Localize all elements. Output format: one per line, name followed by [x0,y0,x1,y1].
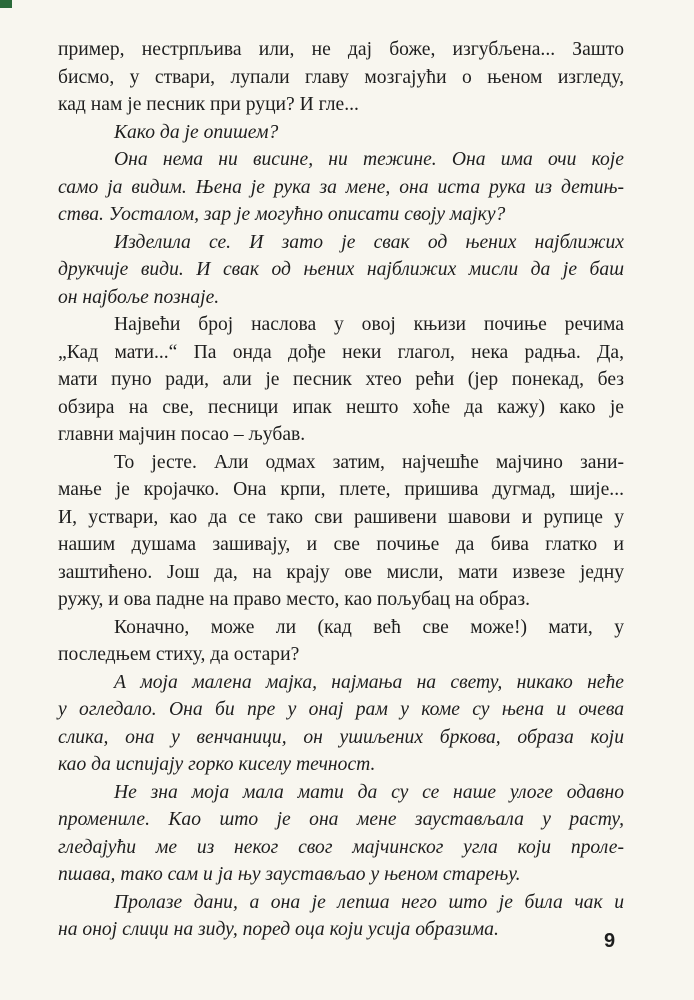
text-line: А моја малена мајка, најмања на свету, никако неће [114,671,624,693]
text-line: Изделила се. И зато је свак од њених најближих [114,231,624,253]
text-line: Она нема ни висине, ни тежине. Она има очи које [114,149,624,170]
text-line: И, уствари, као да се тако сви рашивени шавови и рупице у [58,506,624,528]
text-line: у огледало. Она би пре у онај рам у коме су њена и очева [58,699,624,720]
text-line: обзира на све, песници ипак нешто хоће да кажу) како је [58,396,624,418]
text-line: као да испијају горко киселу течност. [58,754,376,775]
text-line: само ја видим. Њена је рука за мене, она иста рука из детињ- [58,176,624,198]
text-line: кад нам је песник при руци? И гле... [58,94,359,115]
text-line: он најбоље познаје. [58,286,220,308]
text-line: на оној слици на зиду, поред оца који усија образима. [58,919,499,940]
text-line: „Кад мати...“ Па онда дође неки глагол, нека радња. Да, [58,341,624,363]
page-corner-mark [0,0,12,8]
page-number: 9 [604,930,616,952]
text-line: То јесте. Али одмах затим, најчешће мајчино зани- [114,451,624,473]
text-line: Пролазе дани, а она је лепша него што је била чак и [114,891,624,913]
text-line: нашим душама зашивају, и све почиње да бива глатко и [58,534,624,555]
text-line: гледајући ме из неког свог мајчинског угла који проле- [58,836,624,858]
text-line: мати пуно ради, али је песник хтео рећи (јер понекад, без [58,369,624,390]
body-text [58,36,624,944]
text-line: Не зна моја мала мати да су се наше улоге одавно [114,781,624,803]
text-line: пример, нестрпљива или, не дај боже, изгубљена... Зашто [58,39,624,60]
text-line: пшава, тако сам и ја њу заустављао у њеном старењу. [58,864,521,885]
text-line: Како да је опишем? [114,121,279,143]
text-line: слика, она у венчаници, он ушиљених бркова, образа који [58,726,624,748]
text-line: мање је кројачко. Она крпи, плете, пришива дугмад, шије... [58,479,624,500]
text-line: бисмо, у ствари, лупали главу мозгајући о њеном изгледу, [58,66,624,88]
text-line: заштићено. Још да, на крају ове мисли, мати извезе једну [58,561,624,583]
text-line: ружу, и ова падне на право место, као пољубац на образ. [58,589,531,610]
text-line: промениле. Као што је она мене заустављала у расту, [58,809,624,830]
text-line: главни мајчин посао – љубав. [58,424,306,445]
text-line: Коначно, може ли (кад већ све може!) мати, у [114,616,624,638]
text-line: друкчије види. И свак од њених најближих мисли да је баш [58,259,624,280]
text-line: ства. Уосталом, зар је могућно описати своју мајку? [58,204,506,225]
text-line: последњем стиху, да остари? [58,644,300,665]
text-line: Највећи број наслова у овој књизи почиње речима [114,314,624,335]
